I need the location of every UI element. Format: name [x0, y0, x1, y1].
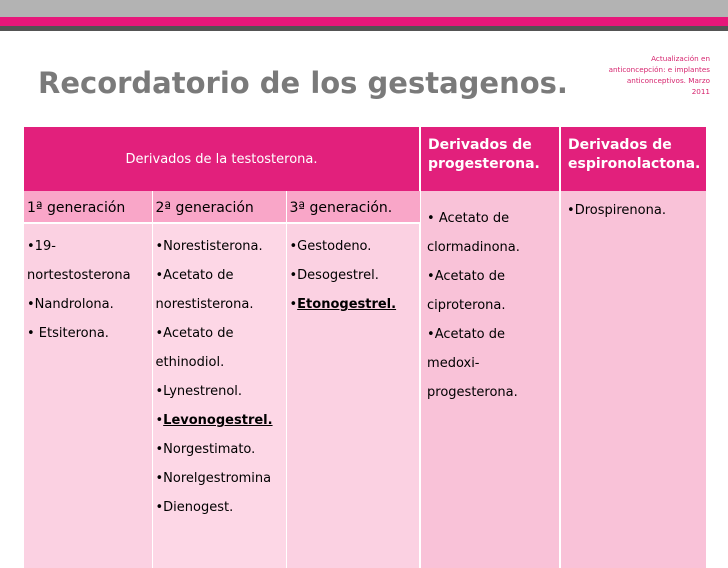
list-item-highlight: •Levonogestrel. — [155, 413, 273, 428]
generation-3-label: 3ª generación. — [286, 191, 420, 223]
gestagen-table — [24, 127, 706, 568]
header-espironolactona: Derivados de espironolactona. — [560, 127, 706, 191]
highlight-etonogestrel: Etonogestrel. — [297, 297, 397, 312]
list-item: •Gestodeno. — [289, 239, 372, 254]
list-item: •Acetato de — [427, 327, 506, 342]
list-item: •Acetato de — [155, 326, 234, 341]
highlight-levonogestrel: Levonogestrel. — [163, 413, 273, 428]
note-line: anticoncepción: e implantes — [608, 65, 710, 74]
list-item: nortestosterona — [27, 268, 131, 283]
list-item: norestisterona. — [155, 297, 254, 312]
list-item: ciproterona. — [427, 298, 506, 313]
list-item: •Drospirenona. — [567, 203, 666, 218]
header-testosterona: Derivados de la testosterona. — [24, 127, 420, 191]
note-line: 2011 — [691, 87, 710, 96]
list-item: ethinodiol. — [155, 355, 225, 370]
list-item: •Acetato de — [155, 268, 234, 283]
list-item: clormadinona. — [427, 240, 520, 255]
top-bar-pink — [0, 17, 728, 26]
progesterona-list — [420, 191, 560, 568]
generation-1-list — [24, 223, 152, 568]
list-item: •Lynestrenol. — [155, 384, 243, 399]
generation-1-label: 1ª generación — [24, 191, 152, 223]
note-line: anticonceptivos. Marzo — [626, 76, 710, 85]
list-item: •19- — [27, 239, 56, 254]
list-item: •Norestisterona. — [155, 239, 263, 254]
espironolactona-list — [560, 191, 706, 568]
header-progesterona: Derivados de progesterona. — [420, 127, 560, 191]
generation-2-label: 2ª generación — [152, 191, 286, 223]
source-note — [590, 53, 710, 97]
top-bar-grey — [0, 0, 728, 17]
list-item-highlight: •Etonogestrel. — [289, 297, 397, 312]
list-item: •Norgestimato. — [155, 442, 256, 457]
list-item: medoxi- — [427, 356, 480, 371]
list-item: progesterona. — [427, 385, 518, 400]
list-item: •Nandrolona. — [27, 297, 114, 312]
list-item: •Acetato de — [427, 269, 506, 284]
list-item: •Norelgestromina — [155, 471, 272, 486]
list-item: •Dienogest. — [155, 500, 234, 515]
top-bar-dark — [0, 26, 728, 31]
list-item: •Desogestrel. — [289, 268, 379, 283]
note-line: Actualización en — [651, 54, 710, 63]
list-item: • Etsiterona. — [27, 326, 109, 341]
generation-3-list — [286, 223, 420, 568]
slide-title: Recordatorio de los gestagenos. — [38, 66, 568, 100]
generation-2-list — [152, 223, 286, 568]
list-item: • Acetato de — [427, 211, 510, 226]
